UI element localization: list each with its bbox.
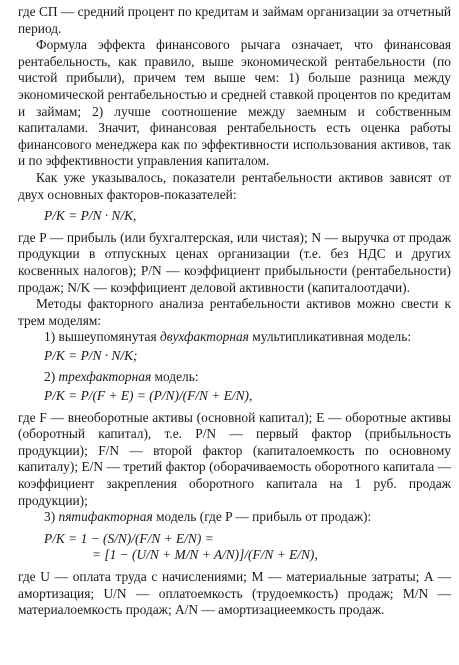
- item-text: 1) вышеупомянутая: [44, 329, 161, 345]
- item-italic-term: двухфакторная: [160, 329, 249, 345]
- list-item-five-factor-model: [44, 509, 451, 526]
- paragraph-financial-leverage: Формула эффекта финансового рычага означает, что финансовая рентабельность, как правило, выше экономической рентабельности (по чистой прибыли), причем тем выше чем: 1) больше разница между экономической рентабельностью и средней ставкой процентов по кредитам и займам; 2) лучше соотношение между заемным и собственным капиталами. Значит, финансовая рентабельность есть оценка работы финансового менеджера как по эффективности использования активов, так и по эффективности управления капиталом.: [18, 37, 451, 169]
- paragraph-asset-profitability-factors: Как уже указывалось, показатели рентабельности активов зависят от двух основных факторов-показателей:: [18, 169, 451, 202]
- item-text: модель (где P — прибыль от продаж):: [152, 509, 372, 525]
- item-text: 3): [44, 509, 59, 525]
- list-item-three-factor-model: [44, 369, 451, 386]
- paragraph-five-factor-definitions: где U — оплата труда с начислениями; M — материальные затраты; A — амортизация; U/N — оплатоемкость (трудоемкость) продаж; M/N — материалоемкость продаж; A/N — амортизациеемкость продаж.: [18, 569, 451, 618]
- item-text: 2): [44, 369, 59, 385]
- item-italic-term: пятифакторная: [58, 509, 153, 525]
- formula-five-factor-model-line1: P/K = 1 − (S/N)/(F/N + E/N) =: [44, 530, 214, 546]
- item-text: модель:: [151, 369, 199, 385]
- paragraph-sp-definition: где СП — средний процент по кредитам и займам организации за отчетный период.: [18, 4, 451, 36]
- formula-two-factor-model: P/K = P/N · N/K;: [44, 347, 138, 363]
- paragraph-three-factor-definitions: где F — внеоборотные активы (основной капитал); E — оборотные активы (оборотный капитал), т.е. P/N — первый фактор (прибыльность продукции); F/N — второй фактор (капиталоемкость по основному капиталу); E/N — третий фактор (оборачиваемость оборотного капитала — коэффициент закрепления оборотного капитала на 1 руб. продаж продукции);: [18, 409, 451, 508]
- item-italic-term: трехфакторная: [58, 369, 152, 385]
- formula-two-factor: P/K = P/N · N/K,: [44, 208, 137, 224]
- list-item-two-factor-model: [44, 329, 451, 346]
- paragraph-factor-analysis-methods: Методы факторного анализа рентабельности активов можно свести к трем моделям:: [18, 296, 451, 328]
- item-text: мультипликативная модель:: [248, 329, 412, 345]
- formula-three-factor-model: P/K = P/(F + E) = (P/N)/(F/N + E/N),: [44, 388, 253, 404]
- paragraph-variable-definitions: где P — прибыль (или бухгалтерская, или чистая); N — выручка от продаж продукции в отпускных ценах организации (т.е. без НДС и других косвенных налогов); P/N — коэффициент прибыльности (рентабельности) продаж; N/K — коэффициент деловой активности (капиталоотдачи).: [18, 229, 451, 295]
- formula-five-factor-model-line2: = [1 − (U/N + M/N + A/N)]/(F/N + E/N),: [92, 547, 318, 563]
